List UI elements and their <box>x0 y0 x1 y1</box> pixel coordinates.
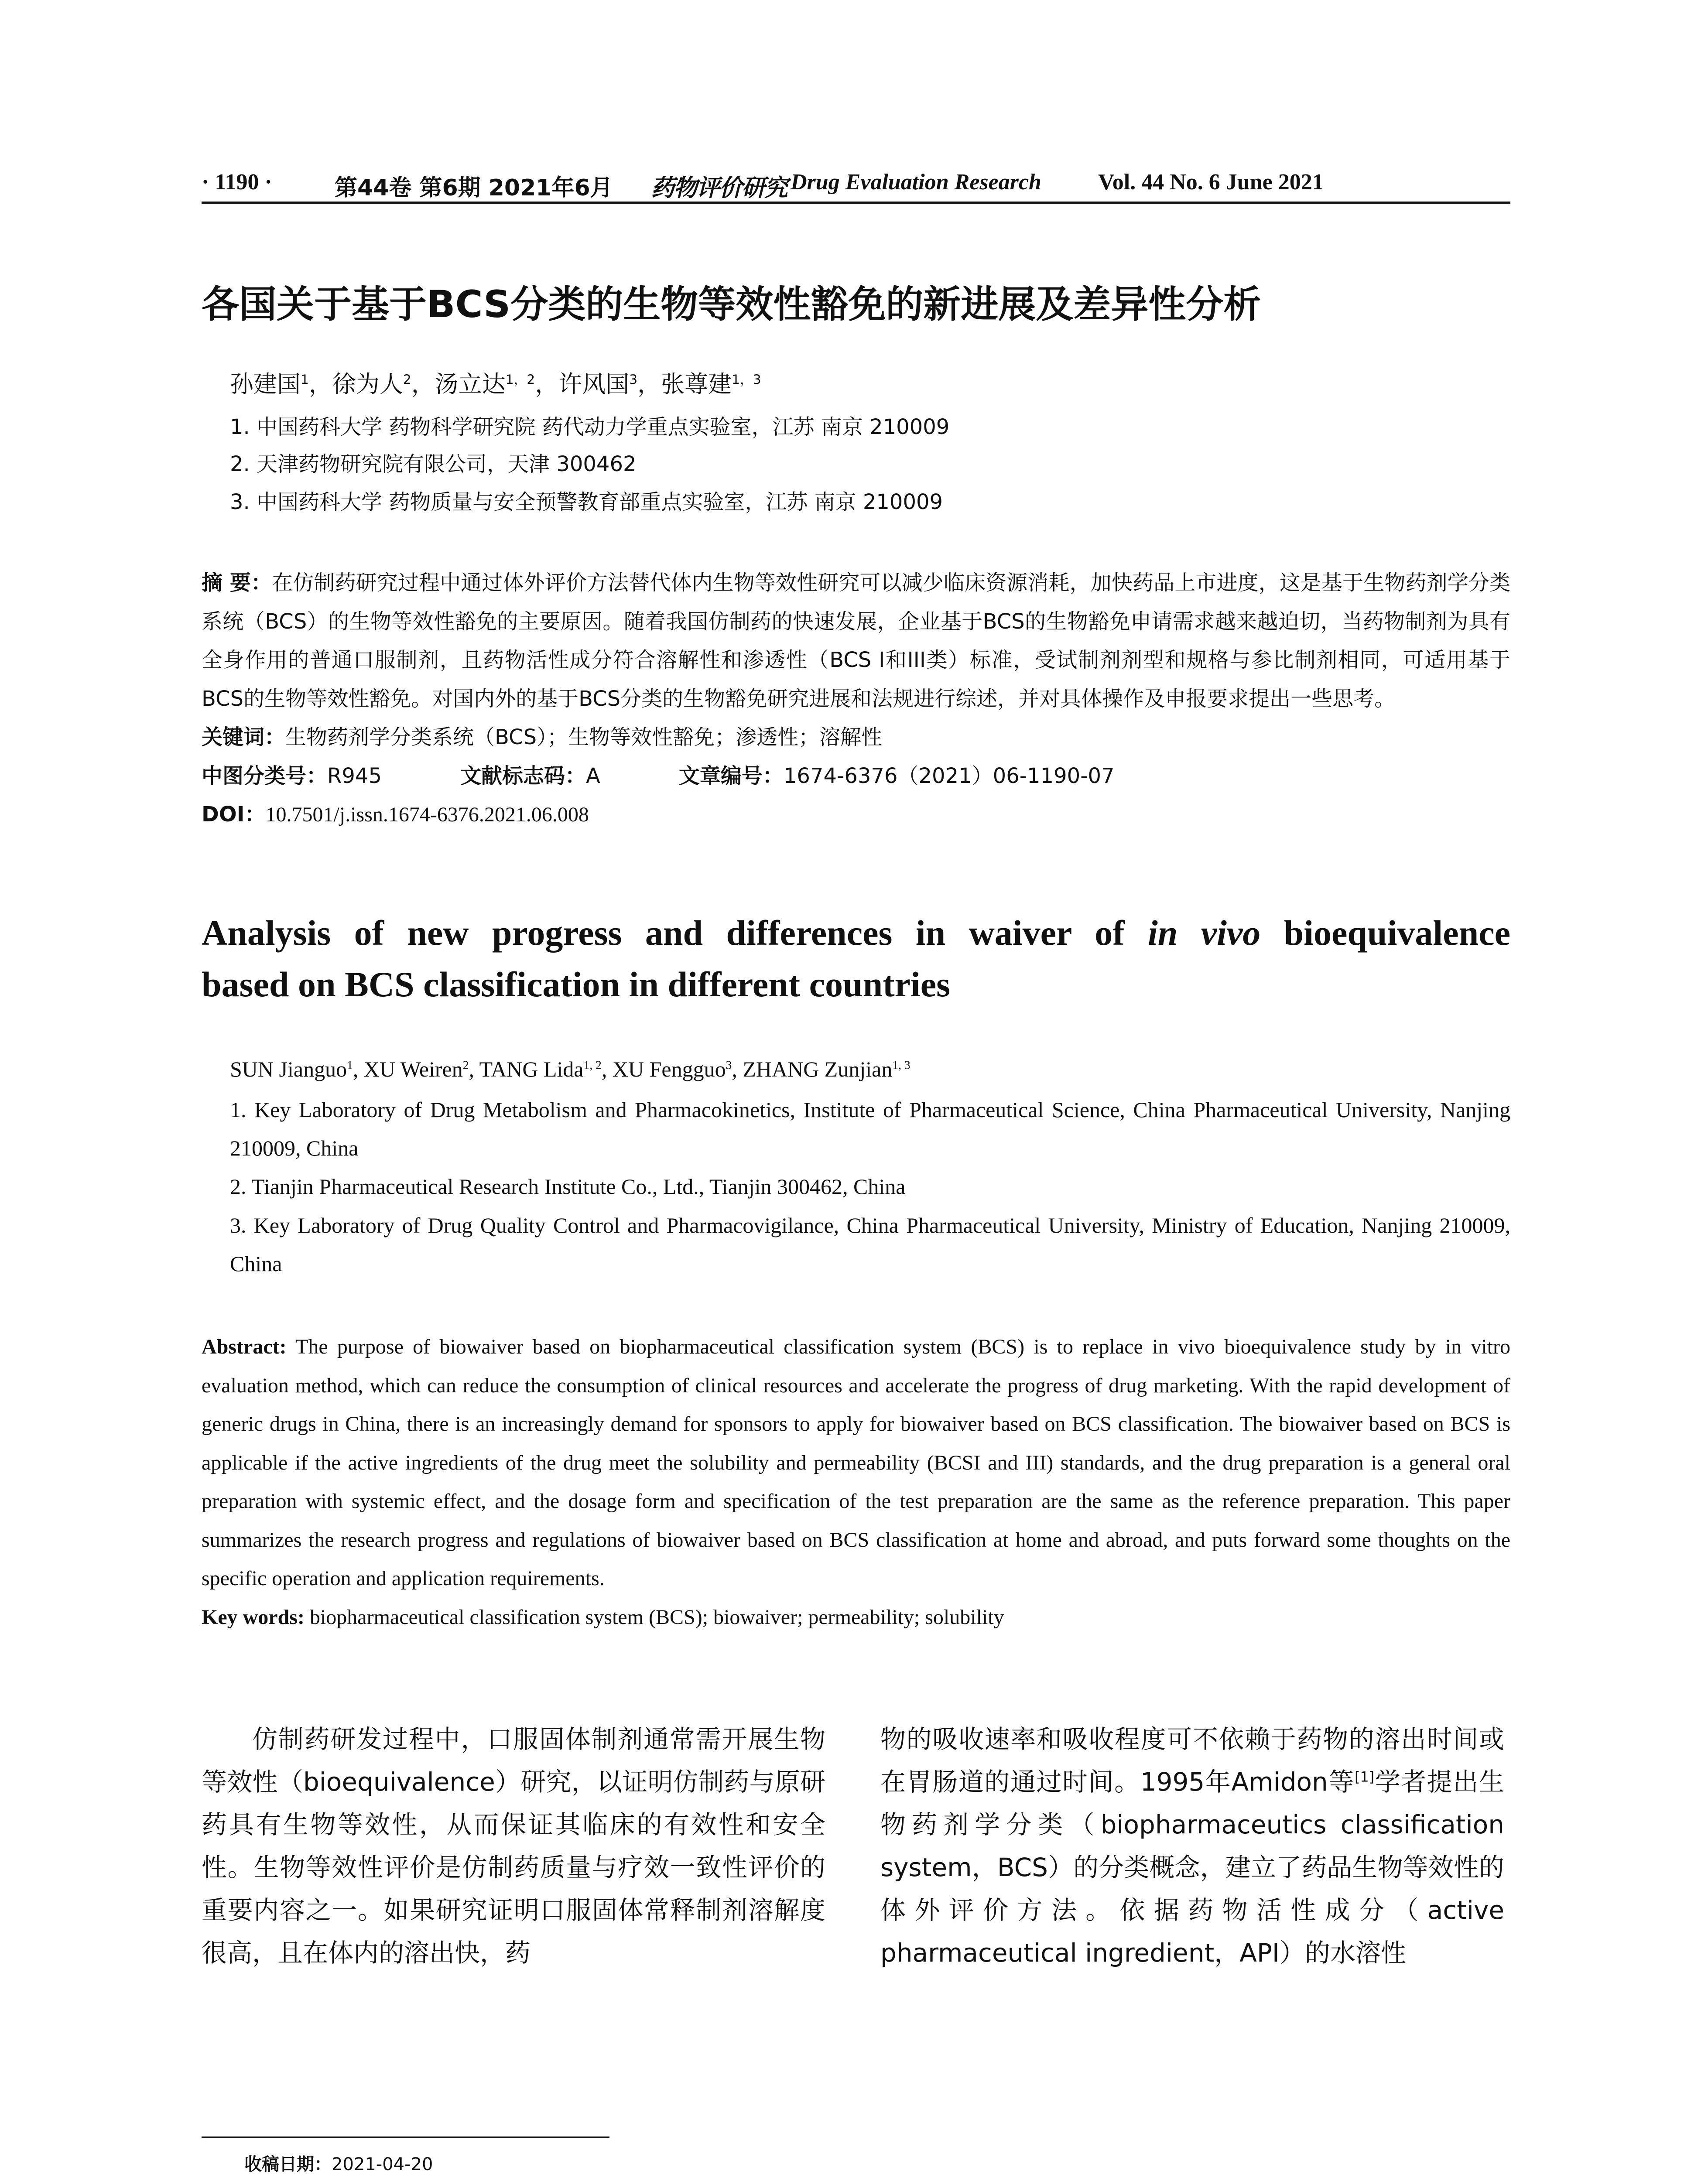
cn-issue-info: 第44卷 第6期 2021年6月 <box>335 175 613 201</box>
cn-abstract <box>202 564 1510 834</box>
doc-code-label: 文献标志码： <box>460 763 586 788</box>
en-abstract-text: The purpose of biowaiver based on biopharmaceutical classification system (BCS) is to replace in vivo bioequivalence study by in vitro evaluation method, which can reduce the consumption of clinical resources and accelerate the progress of drug marketing. With the rapid development of generic drugs in China, there is an increasingly demand for sponsors to apply for biowaiver based on BCS classification. The biowaiver based on BCS is applicable if the active ingredients of the drug meet the solubility and permeability (BCSI and III) standards, and the drug preparation is a general oral preparation with systemic effect, and the dosage form and specification of the test preparation are the same as the reference preparation. This paper summarizes the research progress and regulations of biowaiver based on BCS classification at home and abroad, and puts forward some thoughts on the specific operation and application requirements. <box>202 1335 1510 1590</box>
received-date: 2021-04-20 <box>332 2154 433 2174</box>
body-text: 物的吸收速率和吸收程度可不依赖于药物的溶出时间或在胃肠道的通过时间。1995年Amidon等 <box>880 1724 1504 1797</box>
body-column-right <box>880 1718 1504 1974</box>
en-journal-name: Drug Evaluation Research <box>791 170 1041 195</box>
body-column-left: 仿制药研发过程中，口服固体制剂通常需开展生物等效性（bioequivalence）研究，以证明仿制药与原研药具有生物等效性，从而保证其临床的有效性和安全性。生物等效性评价是仿制药质量与疗效一致性评价的重要内容之一。如果研究证明口服固体常释制剂溶解度很高，且在体内的溶出快，药 <box>202 1724 825 1968</box>
affil-mark: 1 <box>301 372 309 387</box>
article-id-label: 文章编号： <box>678 763 784 788</box>
doi-value: 10.7501/j.issn.1674-6376.2021.06.008 <box>265 803 589 826</box>
en-keywords-text: biopharmaceutical classification system (BCS); biowaiver; permeability; solubility <box>304 1605 1004 1629</box>
en-keywords-label: Key words: <box>202 1605 305 1629</box>
en-title-text: bioequivalence <box>1260 913 1510 953</box>
doi-row <box>202 795 1510 834</box>
en-title-line-1 <box>202 907 1510 959</box>
en-title <box>202 907 1510 1010</box>
cn-keywords-label: 关键词： <box>202 725 286 749</box>
author-name: ，汤立达 <box>411 370 506 398</box>
affil-mark: 1，3 <box>732 372 761 387</box>
doi-label: DOI： <box>202 802 266 827</box>
en-keywords <box>202 1598 1510 1637</box>
cn-title: 各国关于基于BCS分类的生物等效性豁免的新进展及差异性分析 <box>202 283 1261 326</box>
footnote-received <box>244 2150 433 2175</box>
en-issue-info: Vol. 44 No. 6 June 2021 <box>1098 170 1324 195</box>
cn-abstract-paragraph <box>202 564 1510 718</box>
cn-affiliation-2: 2. 天津药物研究院有限公司，天津 300462 <box>230 452 637 476</box>
affil-mark: 1, 3 <box>892 1058 910 1072</box>
cn-keywords <box>202 718 1510 757</box>
cn-affiliation-3: 3. 中国药科大学 药物质量与安全预警教育部重点实验室，江苏 南京 210009 <box>230 490 943 514</box>
author-name: , ZHANG Zunjian <box>732 1057 893 1081</box>
en-abstract-paragraph <box>202 1328 1510 1598</box>
body-text: 学者提出生物药剂学分类（biopharmaceutics classification system，BCS）的分类概念，建立了药品生物等效性的体外评价方法。依据药物活性成分（active pharmaceutical ingredient，API）的水溶性 <box>880 1767 1504 1968</box>
cn-classification-row <box>202 757 1510 796</box>
journal-logo: 药物评价研究 <box>651 174 787 202</box>
affil-mark: 1, 2 <box>583 1058 602 1072</box>
author-name: SUN Jianguo <box>230 1057 347 1081</box>
author-name: ，张尊建 <box>637 370 732 398</box>
received-label: 收稿日期： <box>244 2154 332 2174</box>
en-affiliation-2: 2. Tianjin Pharmaceutical Research Institute Co., Ltd., Tianjin 300462, China <box>230 1174 906 1199</box>
en-affiliation-1: 1. Key Laboratory of Drug Metabolism and Pharmacokinetics, Institute of Pharmaceutical Science, China Pharmaceutical University, Nanjing 210009, China <box>230 1097 1510 1160</box>
affil-mark: 2 <box>462 1058 469 1072</box>
author-name: ，徐为人 <box>308 370 403 398</box>
page-number: · 1190 · <box>202 170 272 195</box>
en-authors <box>230 1056 910 1082</box>
affil-mark: 1 <box>347 1058 353 1072</box>
citation-ref: [1] <box>1354 1768 1375 1785</box>
en-abstract-label: Abstract: <box>202 1335 287 1358</box>
running-header <box>202 169 1510 200</box>
article-id-value: 1674-6376（2021）06-1190-07 <box>783 763 1115 788</box>
clc-value: R945 <box>327 763 382 788</box>
footnote-fund <box>244 2179 1364 2181</box>
affil-mark: 3 <box>726 1058 732 1072</box>
affil-mark: 3 <box>629 372 638 387</box>
author-name: ，许风国 <box>535 370 630 398</box>
cn-affiliation-1: 1. 中国药科大学 药物科学研究院 药代动力学重点实验室，江苏 南京 210009 <box>230 415 950 439</box>
affil-mark: 2 <box>403 372 411 387</box>
clc-label: 中图分类号： <box>202 763 328 788</box>
doc-code-value: A <box>586 763 600 788</box>
author-name: 孙建国 <box>230 370 301 398</box>
header-rule <box>202 202 1510 204</box>
cn-abstract-text: 在仿制药研究过程中通过体外评价方法替代体内生物等效性研究可以减少临床资源消耗，加快药品上市进度，这是基于生物药剂学分类系统（BCS）的生物等效性豁免的主要原因。随着我国仿制药的快速发展，企业基于BCS的生物豁免申请需求越来越迫切，当药物制剂为具有全身作用的普通口服制剂，且药物活性成分符合溶解性和渗透性（BCS I和III类）标准，受试制剂剂型和规格与参比制剂相同，可适用基于BCS的生物等效性豁免。对国内外的基于BCS分类的生物豁免研究进展和法规进行综述，并对具体操作及申报要求提出一些思考。 <box>202 571 1510 711</box>
en-abstract <box>202 1328 1510 1637</box>
cn-authors <box>230 366 761 399</box>
author-name: , XU Weiren <box>353 1057 463 1081</box>
affil-mark: 1，2 <box>505 372 535 387</box>
en-title-text: Analysis of new progress and differences in waiver of <box>202 913 1148 953</box>
en-affiliation-3: 3. Key Laboratory of Drug Quality Control and Pharmacovigilance, China Pharmaceutical University, Ministry of Education, Nanjing 210009, China <box>230 1213 1510 1276</box>
author-name: , TANG Lida <box>469 1057 584 1081</box>
en-title-line-2: based on BCS classification in different countries <box>202 964 950 1004</box>
cn-keywords-text: 生物药剂学分类系统（BCS）；生物等效性豁免；渗透性；溶解性 <box>285 725 883 749</box>
author-name: , XU Fengguo <box>601 1057 726 1081</box>
footnote-rule <box>202 2137 609 2138</box>
en-title-italic: in vivo <box>1147 913 1261 953</box>
cn-abstract-label: 摘 要： <box>202 571 272 595</box>
